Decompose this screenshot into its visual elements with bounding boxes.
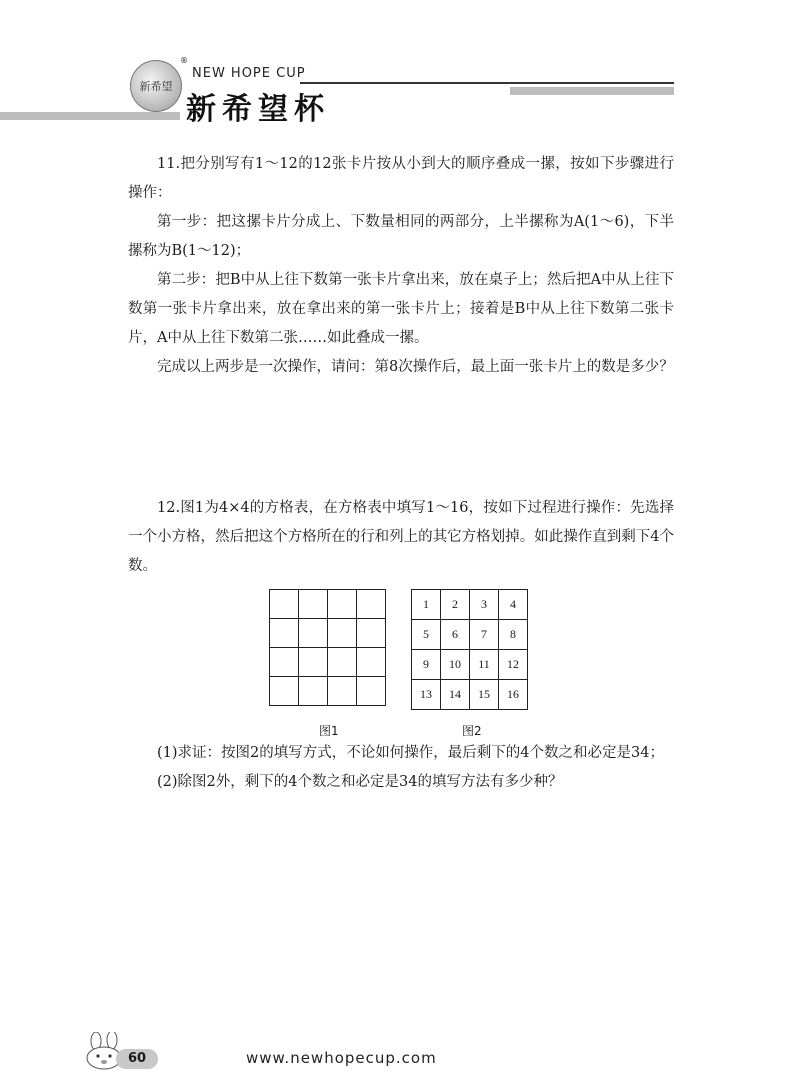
registered-mark: ®: [180, 56, 188, 65]
problem11-step2: 第二步：把B中从上往下数第一张卡片拿出来，放在桌子上；然后把A中从上往下数第一张卡片拿出来，放在拿出来的第一张卡片上；接着是B中从上往下数第二张卡片，A中从上往下数第二张……如此叠成一摞。: [128, 272, 674, 346]
header-band-right: [510, 87, 674, 95]
grid-cell: [299, 648, 328, 677]
grid-cell: [270, 619, 299, 648]
page-number: 60: [116, 1049, 158, 1069]
problem12-stem: 12.图1为4×4的方格表，在方格表中填写1～16，按如下过程进行操作：先选择一个小方格，然后把这个方格所在的行和列上的其它方格划掉。如此操作直到剩下4个数。: [128, 500, 674, 574]
problem11-question: 完成以上两步是一次操作，请问：第8次操作后，最上面一张卡片上的数是多少？: [157, 359, 674, 375]
problem11-step1: 第一步：把这摞卡片分成上、下数量相同的两部分，上半摞称为A(1～6)，下半摞称为B(1～12)；: [128, 214, 674, 259]
page-content: [128, 150, 674, 797]
grid-cell: [357, 648, 386, 677]
brand-english: NEW HOPE CUP: [192, 66, 306, 81]
grid-cell: [328, 619, 357, 648]
answer-space: [128, 382, 674, 494]
grid-cell: [357, 590, 386, 619]
page-header: [0, 0, 800, 130]
grid-cell: 5: [412, 620, 441, 650]
grid-cell: 10: [441, 650, 470, 680]
grid-cell: [357, 619, 386, 648]
grid-cell: 8: [499, 620, 528, 650]
figure2-numbered-grid: [411, 589, 528, 710]
grid-cell: [328, 590, 357, 619]
problem11-stem: 11.把分别写有1～12的12张卡片按从小到大的顺序叠成一摞，按如下步骤进行操作：: [128, 156, 674, 201]
grid-cell: 1: [412, 590, 441, 620]
grid-cell: 2: [441, 590, 470, 620]
grid-cell: [270, 648, 299, 677]
grid-cell: 3: [470, 590, 499, 620]
grid-cell: 14: [441, 680, 470, 710]
grid-cell: [270, 590, 299, 619]
grid-cell: 15: [470, 680, 499, 710]
footer-url: www.newhopecup.com: [246, 1049, 437, 1067]
grid-cell: [299, 590, 328, 619]
grid-cell: 12: [499, 650, 528, 680]
header-rule: [300, 82, 674, 84]
grid-cell: [270, 677, 299, 706]
grid-cell: 16: [499, 680, 528, 710]
grid-cell: [328, 677, 357, 706]
figure1-caption: 图1: [319, 724, 339, 738]
problem12-question2: (2)除图2外，剩下的4个数之和必定是34的填写方法有多少种？: [157, 774, 563, 790]
figure2-caption: 图2: [462, 724, 482, 738]
grid-cell: 9: [412, 650, 441, 680]
figures: [128, 589, 674, 739]
brand-chinese: 新希望杯: [186, 92, 330, 127]
grid-cell: [299, 619, 328, 648]
header-band-left: [0, 112, 180, 120]
grid-cell: 6: [441, 620, 470, 650]
grid-cell: [299, 677, 328, 706]
problem12-question1: (1)求证：按图2的填写方式，不论如何操作，最后剩下的4个数之和必定是34；: [157, 745, 664, 761]
grid-cell: [328, 648, 357, 677]
figure1-empty-grid: [269, 589, 386, 706]
grid-cell: 13: [412, 680, 441, 710]
grid-cell: 7: [470, 620, 499, 650]
logo-text: 新希望: [139, 80, 173, 93]
grid-cell: 11: [470, 650, 499, 680]
cup-logo-icon: [130, 60, 182, 112]
grid-cell: [357, 677, 386, 706]
grid-cell: 4: [499, 590, 528, 620]
